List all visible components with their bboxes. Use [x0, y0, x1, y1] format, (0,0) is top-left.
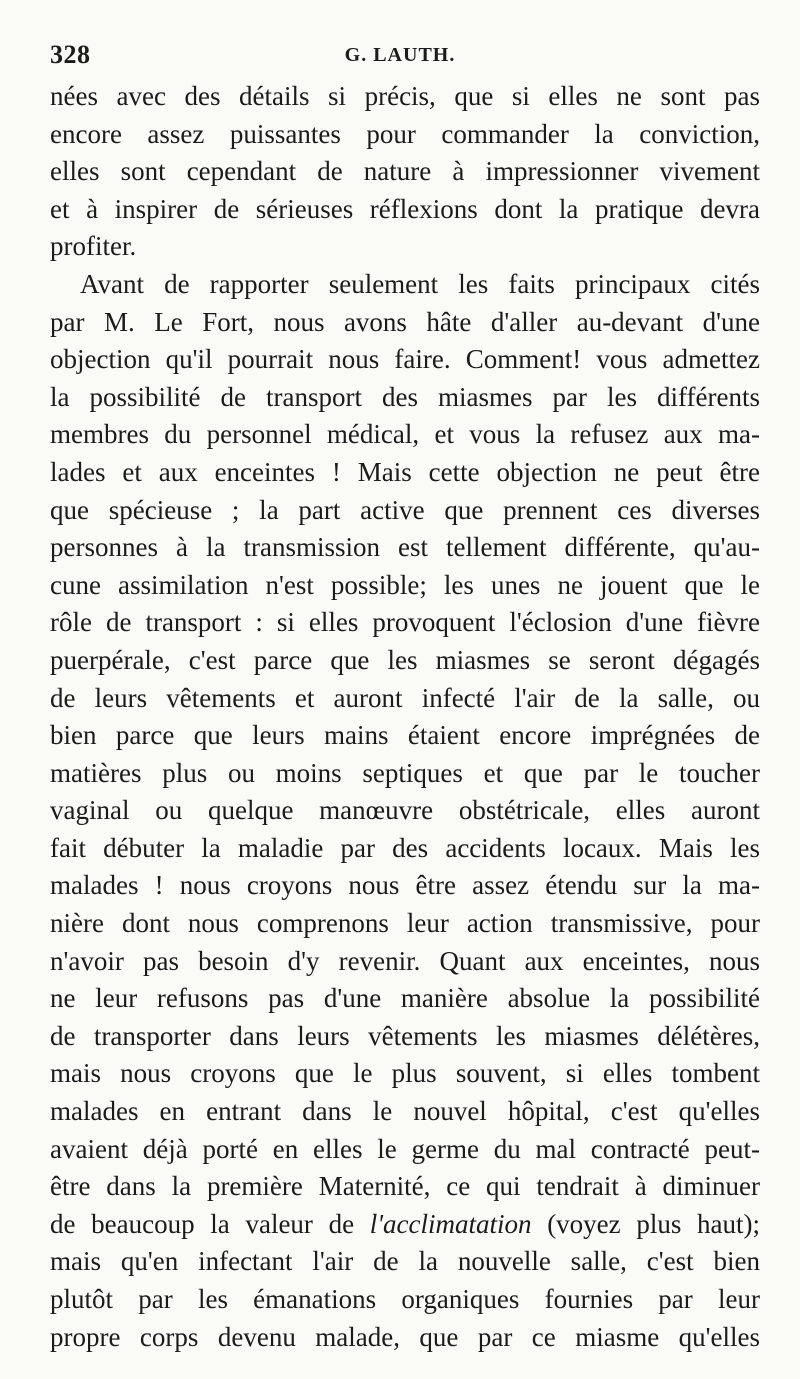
text-line: objection qu'il pourrait nous faire. Comment! vous admettez [50, 344, 760, 375]
text-line: propre corps devenu malade, que par ce miasme qu'elles [50, 1321, 760, 1352]
text-line: et à inspirer de sérieuses réflexions dont la pratique devra [50, 193, 760, 224]
text-line: encore assez puissantes pour commander la conviction, [50, 118, 760, 149]
text-line: cune assimilation n'est possible; les unes ne jouent que le [50, 569, 760, 600]
text-line: profiter. [50, 231, 137, 262]
text-line: elles sont cependant de nature à impressionner vivement [50, 156, 760, 187]
text-line: fait débuter la maladie par des accidents locaux. Mais les [50, 832, 760, 863]
text-line: membres du personnel médical, et vous la refusez aux ma- [50, 419, 760, 450]
page-header [50, 40, 750, 74]
text-line: mais nous croyons que le plus souvent, si elles tombent [50, 1058, 760, 1089]
body-text [50, 78, 760, 1356]
text-line: n'avoir pas besoin d'y revenir. Quant aux enceintes, nous [50, 945, 760, 976]
line-segment: de beaucoup la valeur de [50, 1208, 370, 1239]
text-line: nière dont nous comprenons leur action transmissive, pour [50, 908, 760, 939]
text-line: la possibilité de transport des miasmes par les différents [50, 381, 760, 412]
text-line: mais qu'en infectant l'air de la nouvelle salle, c'est bien [50, 1246, 760, 1277]
text-line: malades en entrant dans le nouvel hôpital, c'est qu'elles [50, 1096, 760, 1127]
running-head: G. LAUTH. [344, 44, 456, 66]
text-line: rôle de transport : si elles provoquent l'éclosion d'une fièvre [50, 607, 760, 638]
text-line: matières plus ou moins septiques et que par le toucher [50, 757, 760, 788]
text-line: personnes à la transmission est tellement différente, qu'au- [50, 532, 760, 563]
text-line: ne leur refusons pas d'une manière absolue la possibilité [50, 983, 760, 1014]
text-line: être dans la première Maternité, ce qui tendrait à diminuer [50, 1171, 760, 1202]
text-line: que spécieuse ; la part active que prennent ces diverses [50, 494, 760, 525]
text-line: vaginal ou quelque manœuvre obstétricale, elles auront [50, 795, 760, 826]
text-line: avaient déjà porté en elles le germe du mal contracté peut- [50, 1133, 760, 1164]
italic-term: l'acclimatation [369, 1208, 532, 1239]
text-line: nées avec des détails si précis, que si elles ne sont pas [50, 81, 760, 111]
text-line: puerpérale, c'est parce que les miasmes se seront dégagés [50, 644, 760, 675]
text-line: de leurs vêtements et auront infecté l'air de la salle, ou [50, 682, 760, 713]
page-number: 328 [50, 40, 91, 69]
text-line: par M. Le Fort, nous avons hâte d'aller au-devant d'une [50, 306, 760, 337]
text-line: plutôt par les émanations organiques fournies par leur [50, 1284, 760, 1314]
text-line: de transporter dans leurs vêtements les miasmes délétères, [50, 1020, 760, 1051]
text-line-with-italic [50, 1206, 760, 1244]
line-segment: (voyez plus haut); [531, 1208, 760, 1239]
text-line: malades ! nous croyons nous être assez étendu sur la ma- [50, 870, 760, 901]
text-line: bien parce que leurs mains étaient encore imprégnées de [50, 720, 760, 751]
text-line: lades et aux enceintes ! Mais cette objection ne peut être [50, 456, 760, 487]
text-line: Avant de rapporter seulement les faits principaux cités [80, 268, 760, 299]
